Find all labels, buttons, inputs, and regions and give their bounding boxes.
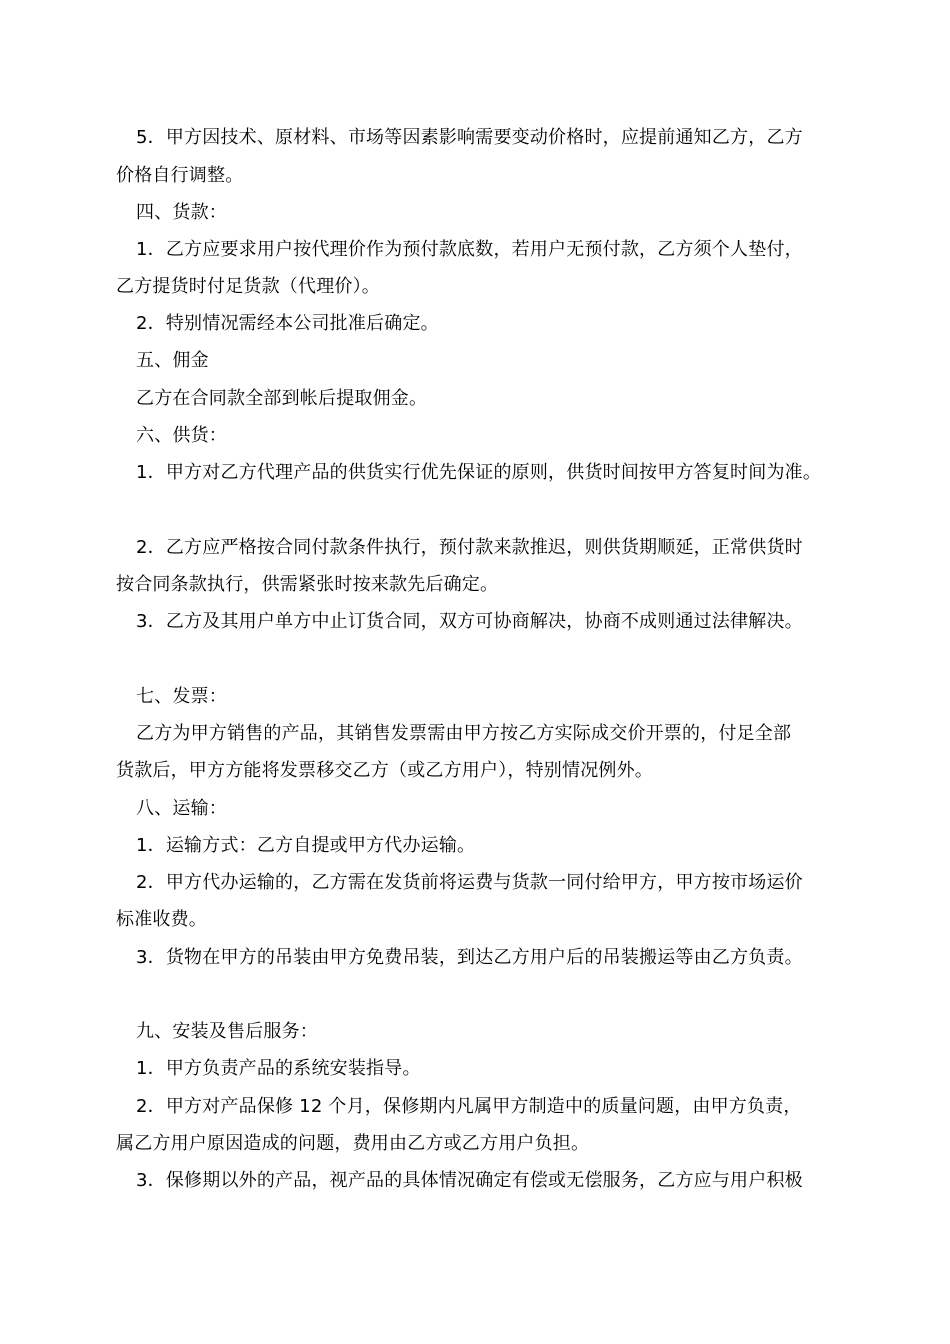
transport-clause-2-line-1: 2．甲方代办运输的，乙方需在发货前将运费与货款一同付给甲方，甲方按市场运价 bbox=[136, 872, 803, 893]
installation-clause-1: 1．甲方负责产品的系统安装指导。 bbox=[136, 1058, 421, 1079]
payment-clause-1-line-1: 1．乙方应要求用户按代理价作为预付款底数，若用户无预付款，乙方须个人垫付， bbox=[136, 239, 803, 260]
section-heading-transport: 八、运输： bbox=[136, 798, 227, 819]
clause-5-line-1: 5．甲方因技术、原材料、市场等因素影响需要变动价格时，应提前通知乙方，乙方 bbox=[136, 127, 803, 148]
transport-clause-2-line-2: 标准收费。 bbox=[116, 909, 207, 930]
installation-clause-3-line-1: 3．保修期以外的产品，视产品的具体情况确定有偿或无偿服务，乙方应与用户积极 bbox=[136, 1170, 803, 1191]
section-heading-commission: 五、佣金 bbox=[136, 350, 209, 371]
section-heading-installation: 九、安装及售后服务： bbox=[136, 1021, 318, 1042]
installation-clause-2-line-2: 属乙方用户原因造成的问题，费用由乙方或乙方用户负担。 bbox=[116, 1133, 590, 1154]
supply-clause-1: 1．甲方对乙方代理产品的供货实行优先保证的原则，供货时间按甲方答复时间为准。 bbox=[136, 462, 822, 483]
commission-text: 乙方在合同款全部到帐后提取佣金。 bbox=[136, 388, 428, 409]
supply-clause-2-line-1: 2．乙方应严格按合同付款条件执行，预付款来款推迟，则供货期顺延，正常供货时 bbox=[136, 537, 803, 558]
supply-clause-2-line-2: 按合同条款执行，供需紧张时按来款先后确定。 bbox=[116, 574, 499, 595]
invoice-text-line-2: 货款后，甲方方能将发票移交乙方（或乙方用户），特别情况例外。 bbox=[116, 760, 653, 781]
supply-clause-3: 3．乙方及其用户单方中止订货合同，双方可协商解决，协商不成则通过法律解决。 bbox=[136, 611, 803, 632]
transport-clause-3: 3．货物在甲方的吊装由甲方免费吊装，到达乙方用户后的吊装搬运等由乙方负责。 bbox=[136, 947, 803, 968]
section-heading-payment: 四、货款： bbox=[136, 202, 227, 223]
installation-clause-2-line-1: 2．甲方对产品保修 12 个月，保修期内凡属甲方制造中的质量问题，由甲方负责， bbox=[136, 1096, 802, 1117]
invoice-text-line-1: 乙方为甲方销售的产品，其销售发票需由甲方按乙方实际成交价开票的，付足全部 bbox=[136, 723, 792, 744]
section-heading-supply: 六、供货： bbox=[136, 425, 227, 446]
clause-5-line-2: 价格自行调整。 bbox=[116, 165, 244, 186]
transport-clause-1: 1．运输方式：乙方自提或甲方代办运输。 bbox=[136, 835, 476, 856]
payment-clause-1-line-2: 乙方提货时付足货款（代理价）。 bbox=[116, 276, 380, 297]
payment-clause-2: 2．特别情况需经本公司批准后确定。 bbox=[136, 313, 439, 334]
section-heading-invoice: 七、发票： bbox=[136, 686, 227, 707]
